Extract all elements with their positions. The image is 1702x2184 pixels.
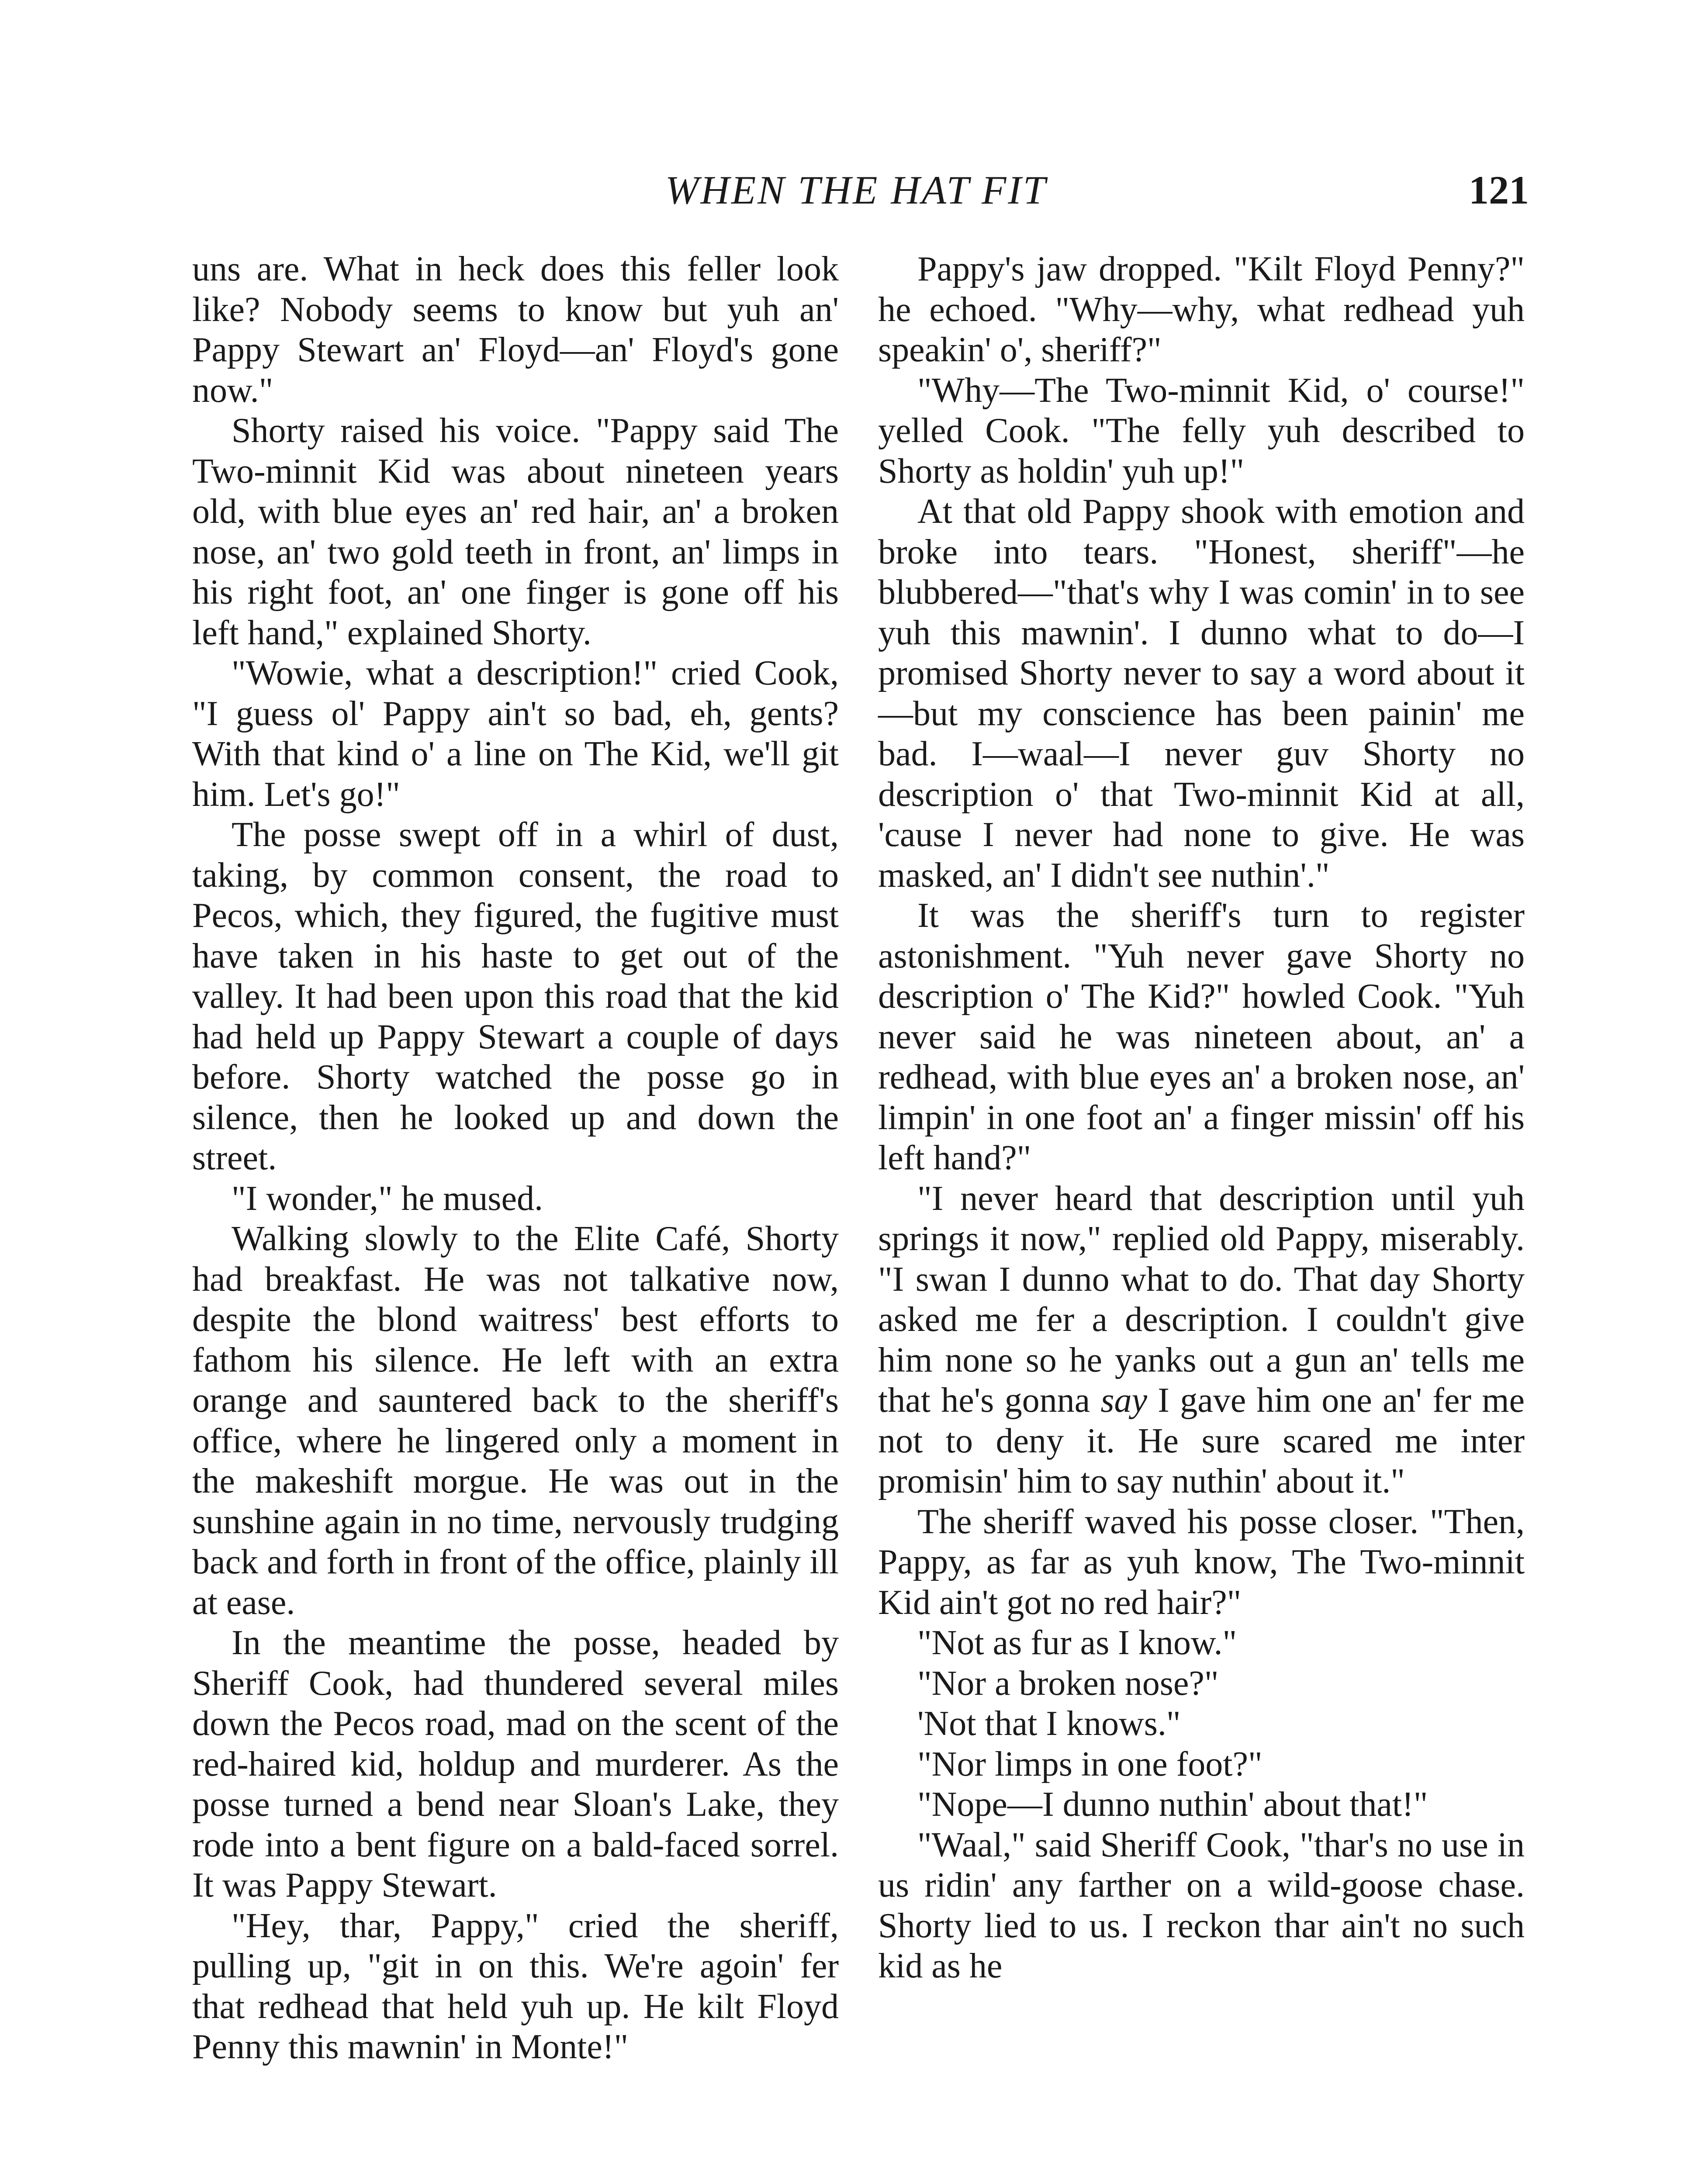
right-column [878, 249, 1525, 1987]
paragraph: "Nor limps in one foot?" [917, 1745, 1263, 1783]
paragraph: Shorty raised his voice. "Pappy said The Two-minnit Kid was about nineteen years old, with blue eyes an' red hair, an' a broken nose, an' two gold teeth in front, an' limps in his right foot, an' one finger is gone off his left hand," explained Shorty. [192, 411, 839, 652]
running-head [183, 166, 1529, 214]
paragraph: "Not as fur as I know." [917, 1624, 1237, 1662]
paragraph: uns are. What in heck does this feller look like? Nobody seems to know but yuh an' Pappy Stewart an' Floyd—an' Floyd's gone now." [192, 250, 839, 410]
paragraph-text: "I never heard that description until yuh springs it now," replied old Pappy, miserably. "I swan I dunno what to do. That day Shorty asked me fer a description. I couldn't give him none so he yanks out a gun an' tells me that he's gonna [878, 1179, 1525, 1420]
page-number: 121 [1469, 168, 1529, 212]
paragraph: 'Not that I knows." [917, 1704, 1181, 1743]
paragraph: "Nope—I dunno nuthin' about that!" [917, 1785, 1428, 1824]
paragraph: It was the sheriff's turn to register astonishment. "Yuh never gave Shorty no description o' The Kid?" howled Cook. "Yuh never said he was nineteen about, an' a redhead, with blue eyes an' a broken nose, an' limpin' in one foot an' a finger missin' off his left hand?" [878, 896, 1525, 1177]
paragraph: The sheriff waved his posse closer. "Then, Pappy, as far as yuh know, The Two-minnit Kid ain't got no red hair?" [878, 1502, 1525, 1622]
paragraph: "Waal," said Sheriff Cook, "thar's no use in us ridin' any farther on a wild-goose chase. Shorty lied to us. I reckon thar ain't no such kid as he [878, 1825, 1525, 1985]
paragraph: Pappy's jaw dropped. "Kilt Floyd Penny?" he echoed. "Why—why, what redhead yuh speakin' o', sheriff?" [878, 250, 1525, 369]
paragraph: "Nor a broken nose?" [917, 1664, 1219, 1703]
emphasis-text: say [1100, 1381, 1147, 1420]
paragraph: "I wonder," he mused. [232, 1179, 543, 1218]
running-title: WHEN THE HAT FIT [665, 168, 1048, 212]
left-column [192, 249, 839, 2067]
paragraph-text: I gave him one an' fer me not to deny it. He sure scared me inter promisin' him to say nuthin' about it." [878, 1381, 1525, 1500]
paragraph: In the meantime the posse, headed by Sheriff Cook, had thundered several miles down the Pecos road, mad on the scent of the red-haired kid, holdup and murderer. As the posse turned a bend near Sloan's Lake, they rode into a bent figure on a bald-faced sorrel. It was Pappy Stewart. [192, 1624, 839, 1904]
paragraph: "Wowie, what a description!" cried Cook, "I guess ol' Pappy ain't so bad, eh, gents? With that kind o' a line on The Kid, we'll git him. Let's go!" [192, 654, 839, 814]
paragraph: "Why—The Two-minnit Kid, o' course!" yelled Cook. "The felly yuh described to Shorty as holdin' yuh up!" [878, 371, 1525, 491]
paragraph: "Hey, thar, Pappy," cried the sheriff, pulling up, "git in on this. We're agoin' fer that redhead that held yuh up. He kilt Floyd Penny this mawnin' in Monte!" [192, 1906, 839, 2066]
paragraph [878, 1178, 1525, 1502]
paragraph: The posse swept off in a whirl of dust, taking, by common consent, the road to Pecos, which, they figured, the fugitive must have taken in his haste to get out of the valley. It had been upon this road that the kid had held up Pappy Stewart a couple of days before. Shorty watched the posse go in silence, then he looked up and down the street. [192, 816, 839, 1177]
paragraph: Walking slowly to the Elite Café, Shorty had breakfast. He was not talkative now, despite the blond waitress' best efforts to fathom his silence. He left with an extra orange and sauntered back to the sheriff's office, where he lingered only a moment in the makeshift morgue. He was out in the sunshine again in no time, nervously trudging back and forth in front of the office, plainly ill at ease. [192, 1220, 839, 1622]
paragraph: At that old Pappy shook with emotion and broke into tears. "Honest, sheriff"—he blubbered—"that's why I was comin' in to see yuh this mawnin'. I dunno what to do—I promised Shorty never to say a word about it—but my conscience has been painin' me bad. I—waal—I never guv Shorty no description o' that Two-minnit Kid at all, 'cause I never had none to give. He was masked, an' I didn't see nuthin'." [878, 492, 1525, 895]
